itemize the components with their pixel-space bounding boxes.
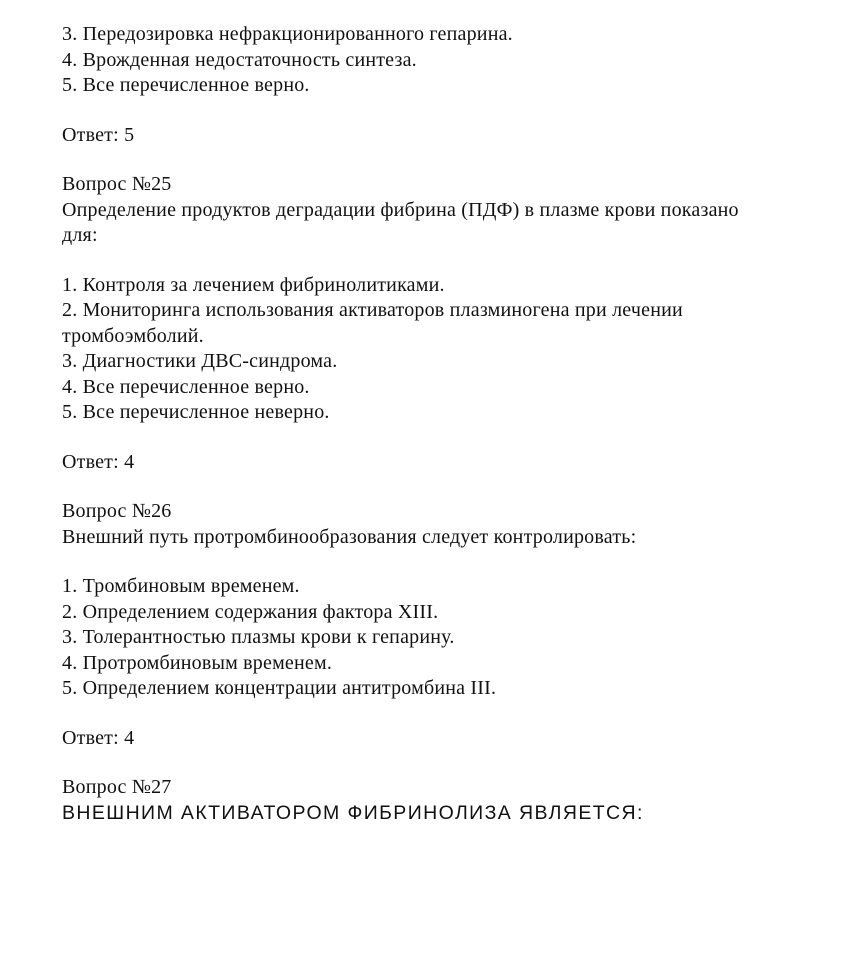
question-25-option-5: 5. Все перечисленное неверно. [62, 401, 330, 423]
question-27-title: Вопрос №27 [62, 776, 172, 798]
question-26-option-4: 4. Протромбиновым временем. [62, 651, 333, 674]
question-26-option-3: 3. Толерантностью плазмы крови к гепарину. [62, 626, 455, 648]
option-3: 3. Передозировка нефракционированного гепарина. [62, 23, 513, 45]
question-25-option-2: 2. Мониторинга использования активаторов плазминогена при лечении тромбоэмболий. [62, 299, 683, 347]
question-25-title: Вопрос №25 [62, 173, 172, 195]
question-26-option-5: 5. Определением концентрации антитромбина III. [62, 677, 497, 699]
question-25-option-3: 3. Диагностики ДВС-синдрома. [62, 350, 338, 372]
question-26-answer: Ответ: 4 [62, 726, 135, 749]
question-26-title: Вопрос №26 [62, 500, 172, 522]
question-26 [62, 499, 842, 751]
question-26-option-2: 2. Определением содержания фактора XIII. [62, 600, 439, 623]
question-26-text: Внешний путь протромбинообразования следует контролировать: [62, 525, 637, 548]
question-25-answer: Ответ: 4 [62, 450, 135, 473]
prev-question-options [62, 22, 842, 99]
question-25-option-1: 1. Контроля за лечением фибринолитиками. [62, 273, 445, 296]
question-27 [62, 775, 842, 826]
option-4: 4. Врожденная недостаточность синтеза. [62, 48, 417, 71]
question-25-text: Определение продуктов деградации фибрина (ПДФ) в плазме крови показано для: [62, 198, 739, 246]
option-5: 5. Все перечисленное верно. [62, 74, 310, 96]
question-25-option-4: 4. Все перечисленное верно. [62, 375, 310, 398]
document-page [62, 22, 842, 826]
question-26-option-1: 1. Тромбиновым временем. [62, 575, 300, 597]
question-25 [62, 172, 842, 475]
question-27-text: ВНЕШНИМ АКТИВАТОРОМ ФИБРИНОЛИЗА ЯВЛЯЕТСЯ: [62, 801, 644, 824]
prev-question-answer: Ответ: 5 [62, 123, 135, 146]
